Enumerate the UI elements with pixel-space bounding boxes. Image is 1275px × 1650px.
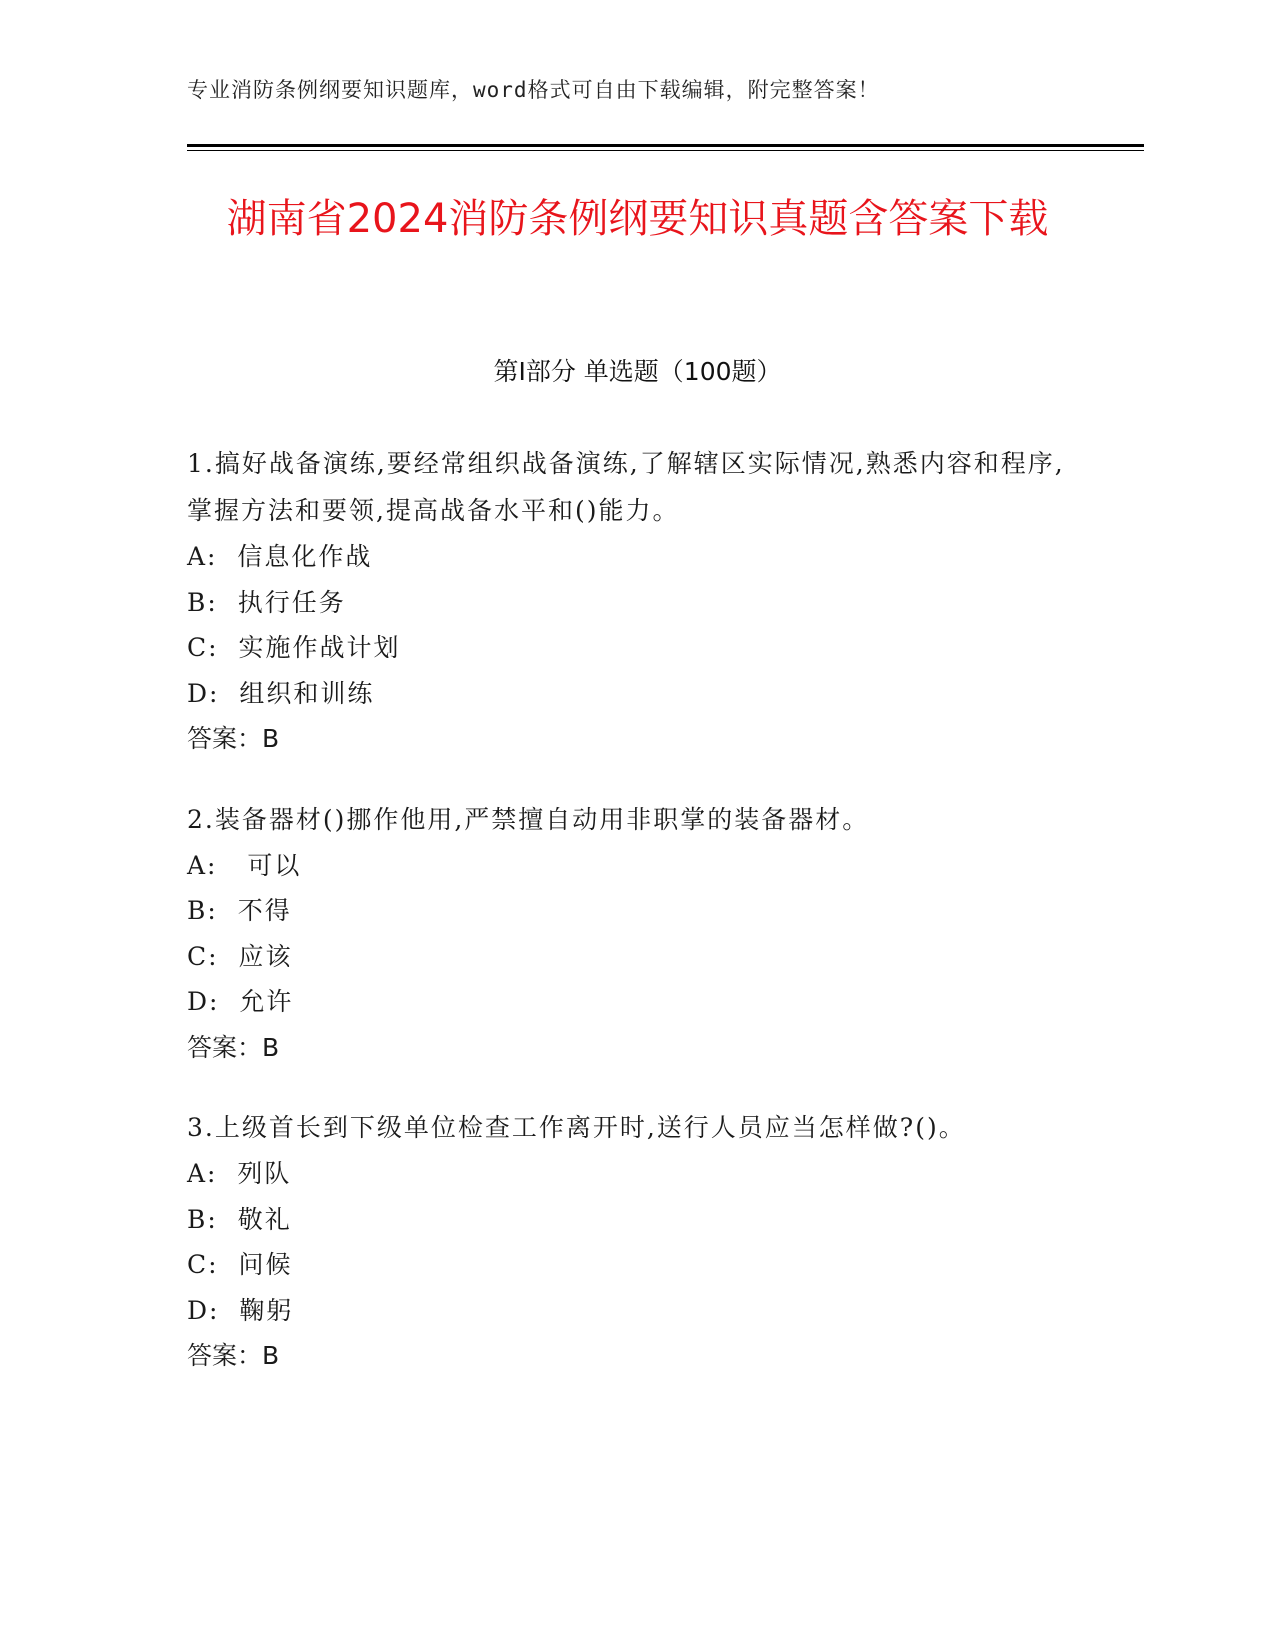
question-3 bbox=[187, 1104, 1087, 1379]
answer: 答案：B bbox=[187, 1341, 280, 1370]
option-d: D: 组织和训练 bbox=[187, 678, 375, 708]
header-divider-thin bbox=[187, 150, 1144, 151]
option-c: C: 问候 bbox=[187, 1250, 293, 1279]
section-title: 第I部分 单选题（100题） bbox=[493, 357, 782, 386]
option-b: B: 执行任务 bbox=[187, 587, 346, 617]
option-b: B: 不得 bbox=[187, 896, 292, 925]
page-header: 专业消防条例纲要知识题库，word格式可自由下载编辑，附完整答案！ bbox=[187, 78, 880, 102]
question-stem: 2.装备器材()挪作他用,严禁擅自动用非职掌的装备器材。 bbox=[187, 804, 870, 834]
option-d: D: 允许 bbox=[187, 987, 294, 1016]
question-stem: 1.搞好战备演练,要经常组织战备演练,了解辖区实际情况,熟悉内容和程序,掌握方法和要领,提高战备水平和()能力。 bbox=[187, 449, 1065, 525]
document-title: 湖南省2024消防条例纲要知识真题含答案下载 bbox=[226, 196, 1049, 242]
option-b: B: 敬礼 bbox=[187, 1204, 292, 1234]
option-a: A: 列队 bbox=[187, 1159, 292, 1188]
question-1 bbox=[187, 440, 1087, 762]
header-divider bbox=[187, 144, 1144, 147]
option-d: D: 鞠躬 bbox=[187, 1295, 294, 1325]
question-stem: 3.上级首长到下级单位检查工作离开时,送行人员应当怎样做?()。 bbox=[187, 1113, 966, 1142]
option-a: A: 可以 bbox=[187, 850, 302, 880]
option-a: A: 信息化作战 bbox=[187, 542, 373, 571]
question-list bbox=[187, 440, 1087, 1413]
answer: 答案：B bbox=[187, 724, 280, 753]
answer: 答案：B bbox=[187, 1032, 280, 1062]
option-c: C: 实施作战计划 bbox=[187, 633, 401, 662]
option-c: C: 应该 bbox=[187, 941, 293, 971]
question-2 bbox=[187, 796, 1087, 1071]
